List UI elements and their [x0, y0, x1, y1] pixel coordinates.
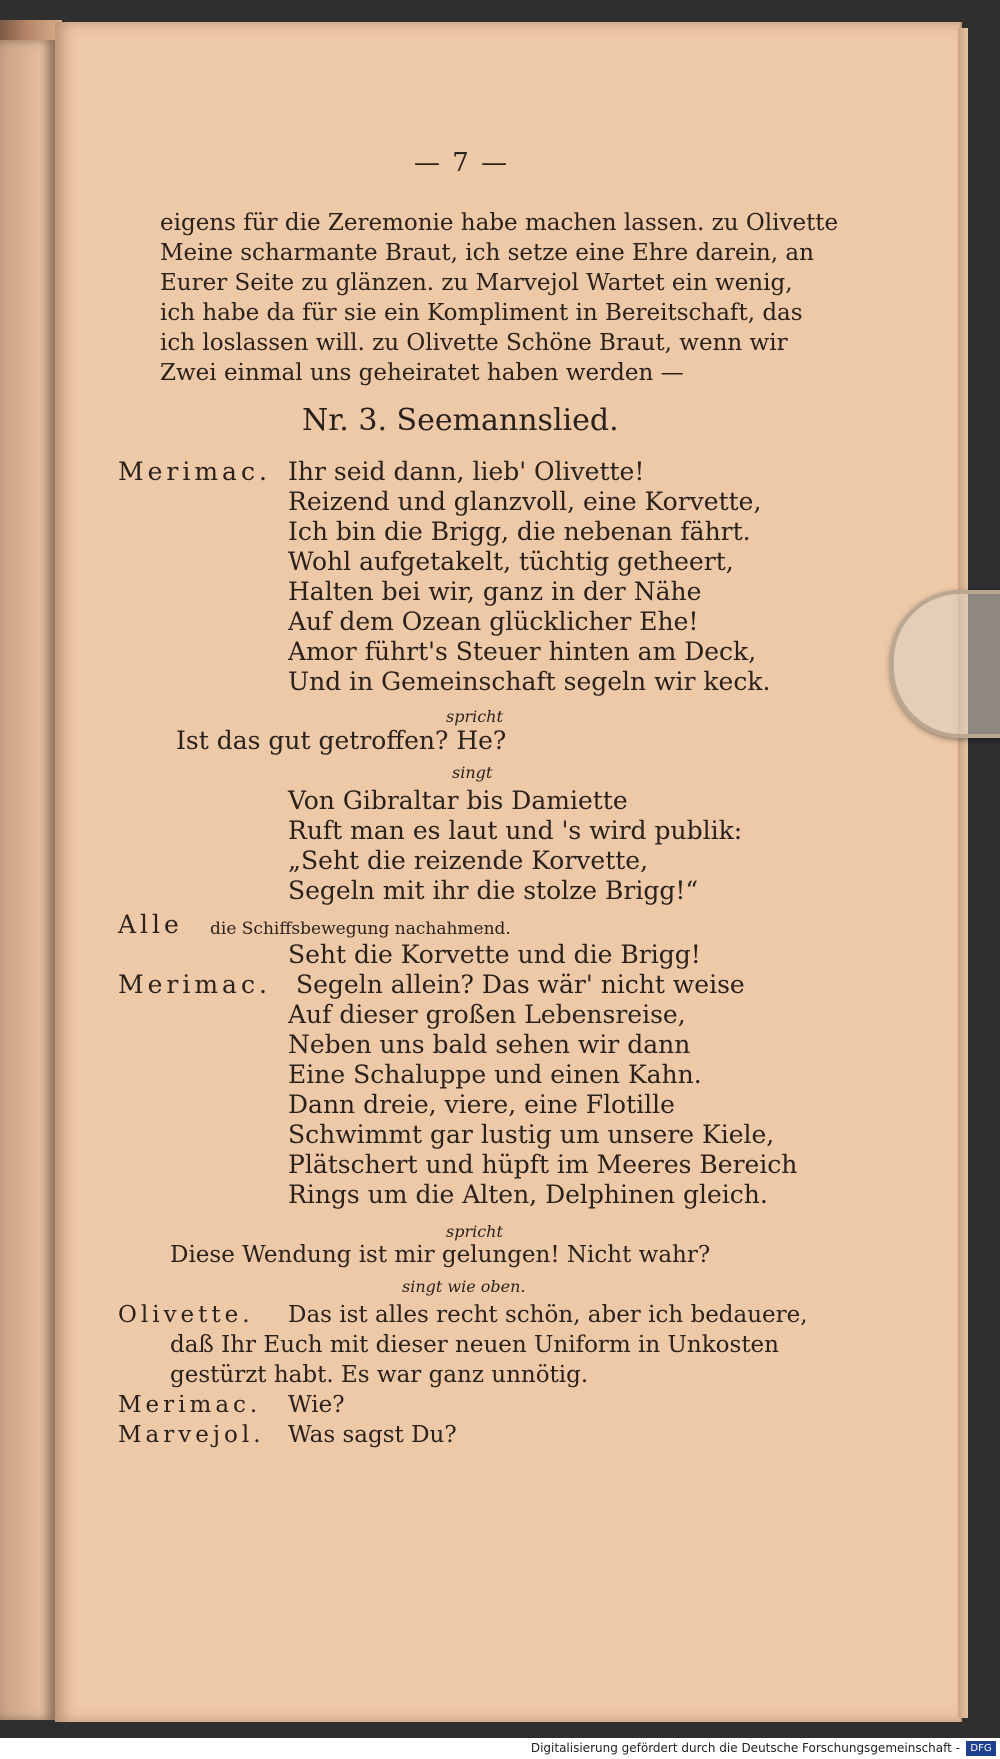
verse-line: Eine Schaluppe und einen Kahn. [288, 1060, 702, 1089]
stage-direction: singt wie oben. [402, 1277, 526, 1296]
prose-line: ich loslassen will. zu Olivette Schöne Braut, wenn wir [160, 330, 788, 356]
verse-line: Schwimmt gar lustig um unsere Kiele, [288, 1120, 775, 1149]
dialogue-line: Was sagst Du? [288, 1422, 457, 1448]
dialogue-line: Das ist alles recht schön, aber ich bedauere, [288, 1302, 808, 1328]
verse-line: Ihr seid dann, lieb' Olivette! [288, 457, 645, 486]
verse-line: Wohl aufgetakelt, tüchtig getheert, [288, 547, 734, 576]
stage-direction: spricht [446, 707, 503, 726]
spoken-line: Ist das gut getroffen? He? [176, 726, 507, 755]
verse-line: Dann dreie, viere, eine Flotille [288, 1090, 675, 1119]
stage-direction: singt [452, 763, 493, 782]
speaker-name: Merimac. [118, 970, 271, 999]
verse-line: Ich bin die Brigg, die nebenan fährt. [288, 517, 751, 546]
prose-line: ich habe da für sie ein Kompliment in Bereitschaft, das [160, 300, 803, 326]
verse-line: Amor führt's Steuer hinten am Deck, [288, 637, 757, 666]
verse-line: Und in Gemeinschaft segeln wir keck. [288, 667, 771, 696]
dialogue-line: Wie? [288, 1392, 345, 1418]
prose-line: Meine scharmante Braut, ich setze eine Ehre darein, an [160, 240, 814, 266]
verse-line: Rings um die Alten, Delphinen gleich. [288, 1180, 768, 1209]
verse-line: Von Gibraltar bis Damiette [288, 786, 628, 815]
prose-line: eigens für die Zeremonie habe machen lassen. zu Olivette [160, 210, 839, 236]
verse-line: Auf dem Ozean glücklicher Ehe! [288, 607, 699, 636]
dialogue-line: gestürzt habt. Es war ganz unnötig. [170, 1362, 589, 1388]
verse-line: Segeln allein? Das wär' nicht weise [296, 970, 745, 999]
verse-line: Seht die Korvette und die Brigg! [288, 940, 701, 969]
verse-line: Reizend und glanzvoll, eine Korvette, [288, 487, 762, 516]
song-heading: Nr. 3. Seemannslied. [302, 403, 619, 438]
speaker-name: Olivette. [118, 1302, 254, 1328]
verse-line: „Seht die reizende Korvette, [288, 846, 649, 875]
verse-line: Plätschert und hüpft im Meeres Bereich [288, 1150, 798, 1179]
stage-direction: spricht [446, 1222, 503, 1241]
verse-line: Ruft man es laut und 's wird publik: [288, 816, 743, 845]
page-number: — 7 — [414, 148, 510, 178]
speaker-name: Merimac. [118, 457, 271, 486]
stage-direction: die Schiffsbewegung nachahmend. [210, 919, 511, 939]
verse-line: Neben uns bald sehen wir dann [288, 1030, 691, 1059]
verse-line: Halten bei wir, ganz in der Nähe [288, 577, 702, 606]
prose-line: Eurer Seite zu glänzen. zu Marvejol Wartet ein wenig, [160, 270, 793, 296]
footer-text: Digitalisierung gefördert durch die Deutsche Forschungsgemeinschaft - [530, 1741, 960, 1755]
dfg-logo: DFG [966, 1741, 996, 1756]
speaker-name: Marvejol. [118, 1422, 265, 1448]
verse-line: Auf dieser großen Lebensreise, [288, 1000, 686, 1029]
dialogue-line: daß Ihr Euch mit dieser neuen Uniform in Unkosten [170, 1332, 779, 1358]
spoken-line: Diese Wendung ist mir gelungen! Nicht wahr? [170, 1242, 711, 1268]
verse-line: Segeln mit ihr die stolze Brigg!“ [288, 876, 699, 905]
digitization-footer [0, 1738, 1000, 1759]
prose-line: Zwei einmal uns geheiratet haben werden — [160, 360, 684, 386]
speaker-name: Merimac. [118, 1392, 262, 1418]
speaker-name: Alle [118, 910, 183, 939]
